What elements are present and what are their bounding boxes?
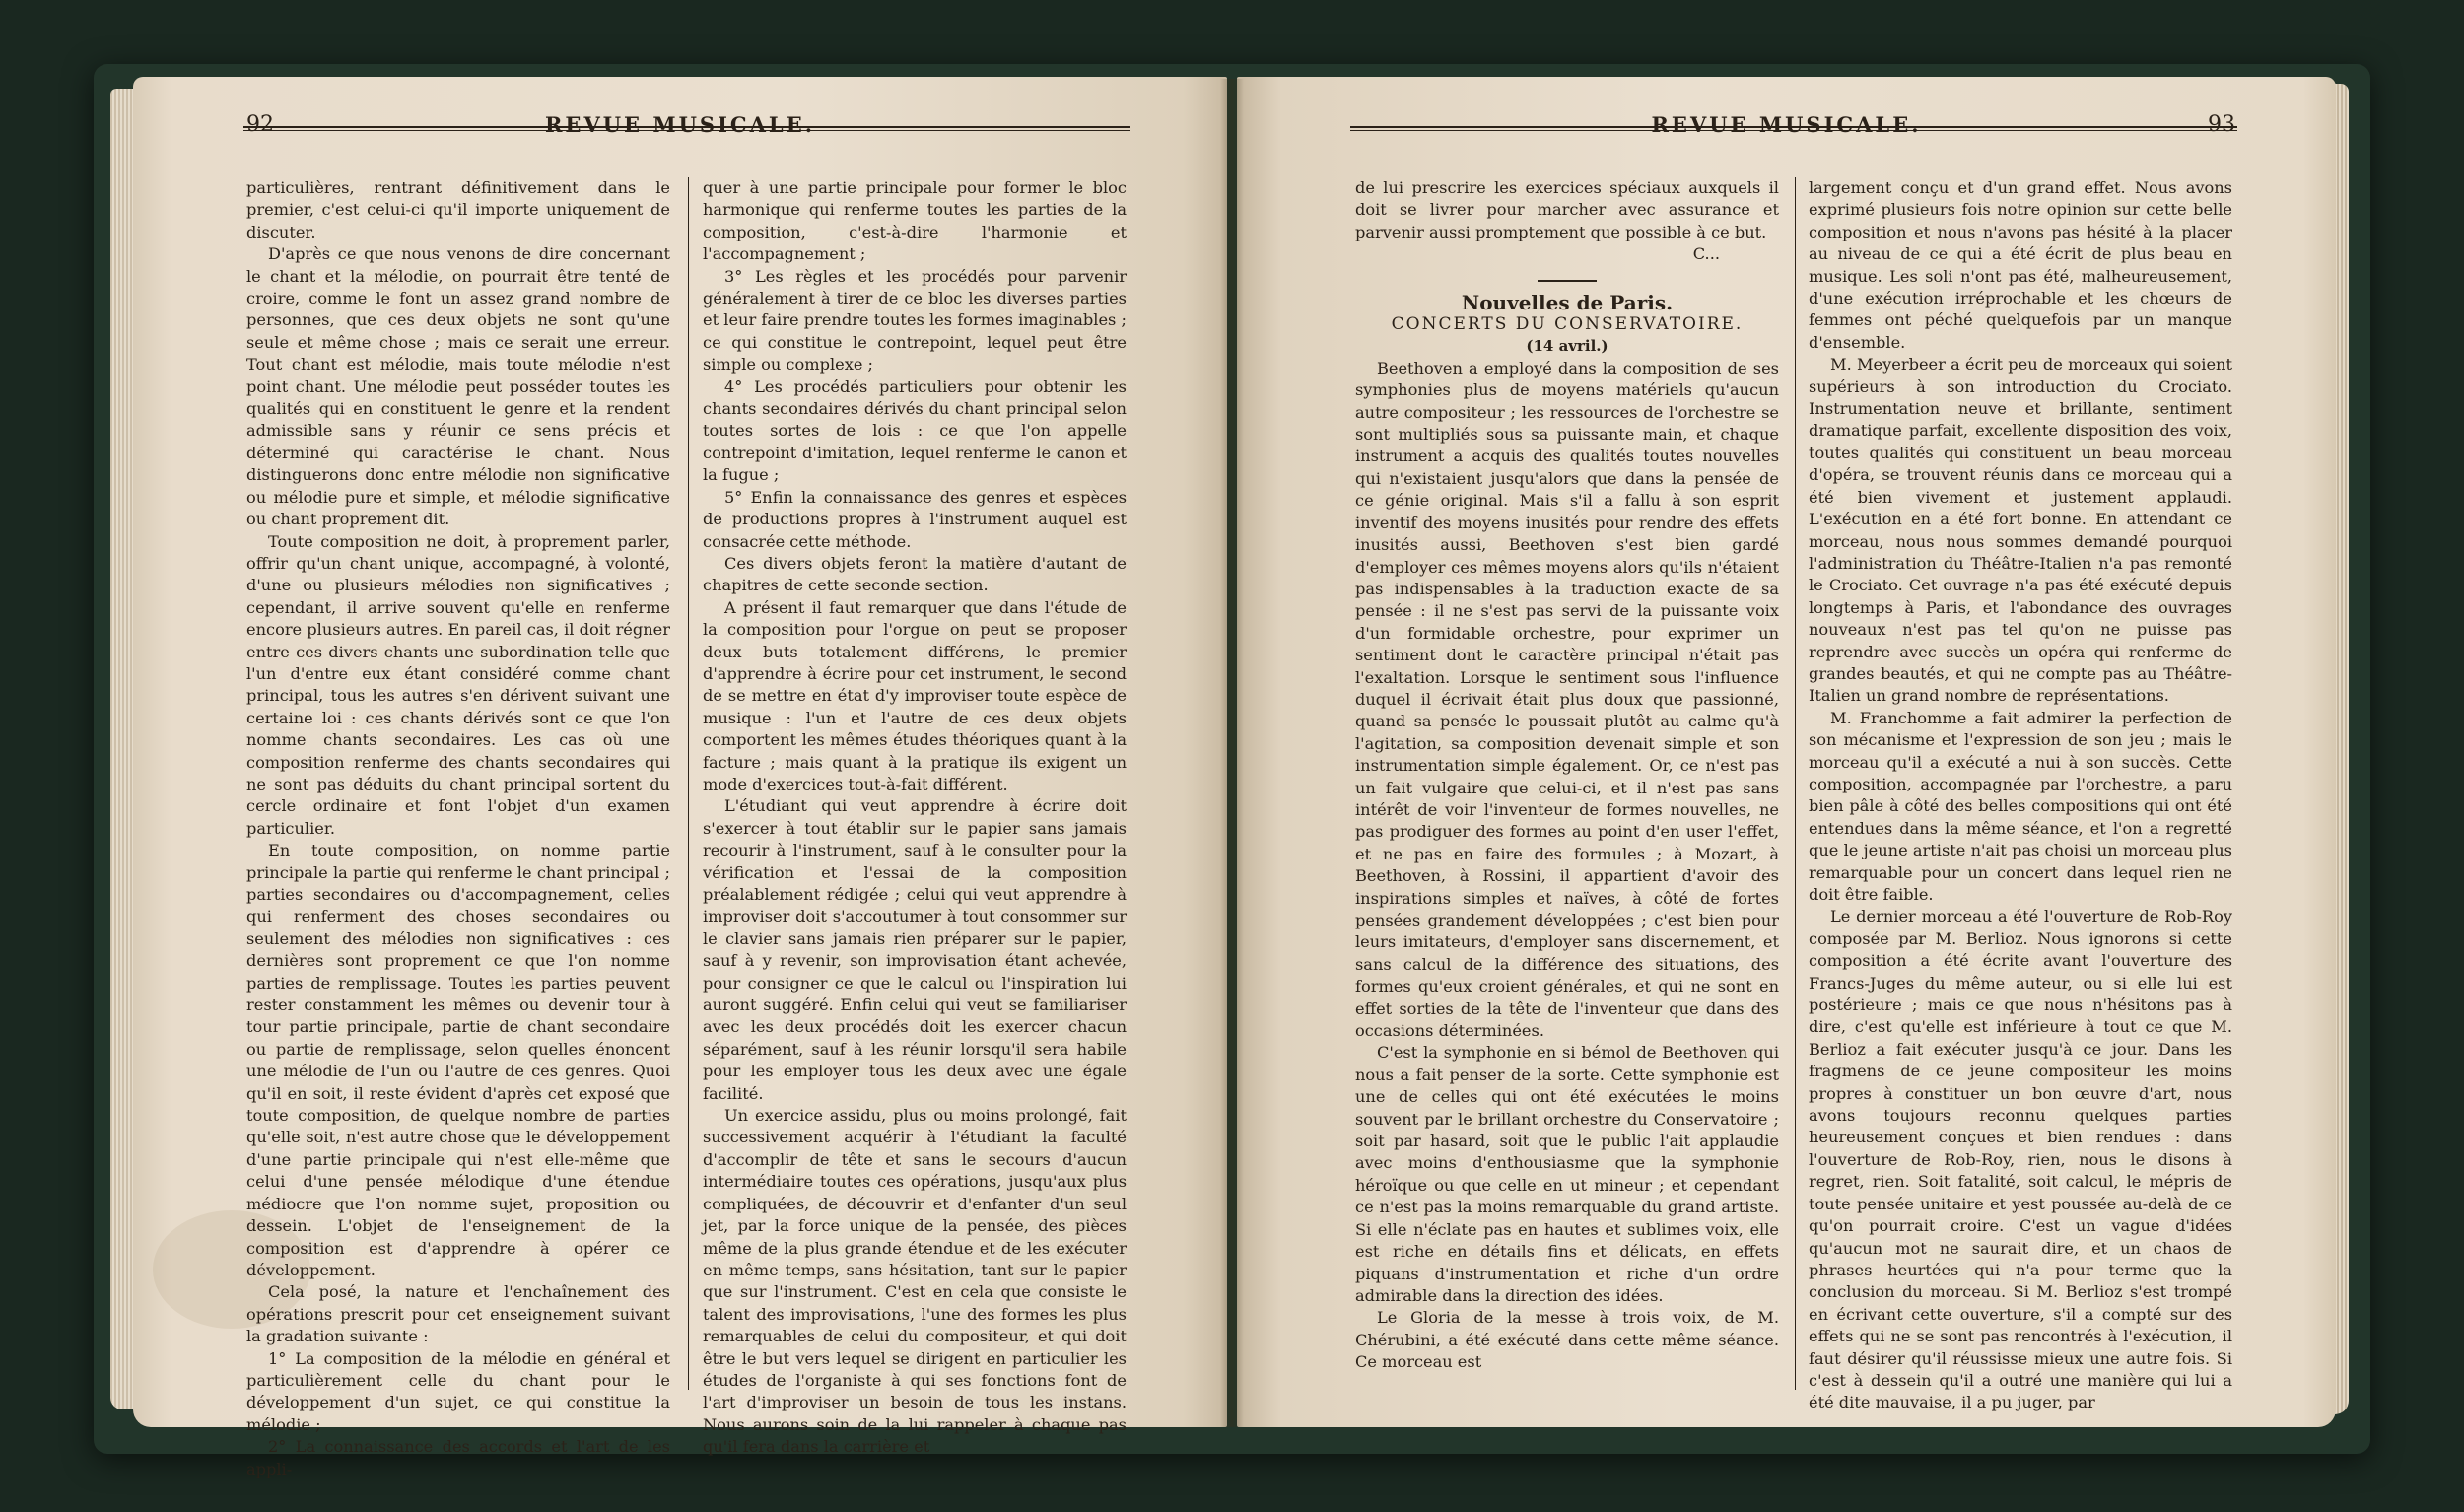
paragraph: Toute composition ne doit, à proprement parler, offrir qu'un chant unique, accompagné, à volonté, d'une ou plusieurs mélodies non significatives ; cependant, il arrive souvent qu'elle en renferme encore plusieurs autres. En pareil cas, il doit régner entre ces divers chants une subordination telle que l'un d'entre eux étant considéré comme chant principal, tous les autres s'en dérivent suivant une certaine loi : ces chants dérivés sont ce que l'on nomme chants secondaires. Les cas où une composition renferme des chants secondaires qui ne sont pas déduits du chant principal sortent du cercle ordinaire et font l'objet d'un examen particulier. bbox=[246, 531, 670, 838]
paragraph: Ces divers objets feront la matière d'autant de chapitres de cette seconde section. bbox=[703, 553, 1127, 595]
header-rule bbox=[243, 126, 1130, 131]
paragraph: 3° Les règles et les procédés pour parvenir généralement à tirer de ce bloc les diverses parties et leur faire prendre toutes les formes imaginables ; ce qui constitue le contrepoint, lequel peut être simple ou complexe ; bbox=[703, 266, 1127, 375]
signature: C... bbox=[1692, 244, 1720, 264]
running-head: REVUE MUSICALE. bbox=[544, 112, 816, 137]
section-separator bbox=[1538, 280, 1597, 282]
paragraph: largement conçu et d'un grand effet. Nous avons exprimé plusieurs fois notre opinion sur cette belle composition et nous n'avons pas hésité à la placer au niveau de ce qui a été écrit de plus beau en musique. Les soli n'ont pas été, malheureusement, d'une exécution irréprochable et les chœurs de femmes ont péché quelquefois par un manque d'ensemble. bbox=[1809, 178, 2232, 352]
column-divider bbox=[688, 177, 689, 1390]
left-column-1 bbox=[246, 177, 670, 1480]
paragraph: Un exercice assidu, plus ou moins prolongé, fait successivement acquérir à l'étudiant la faculté d'accomplir de tête et sans le secours d'aucun intermédiaire toutes ces opérations, jusqu'aux plus compliquées, de découvrir et d'enfanter d'un seul jet, par la force unique de la pensée, des pièces même de la plus grande étendue et de les exécuter en même temps, sans hésitation, tant sur le papier que sur l'instrument. C'est en cela que consiste le talent des improvisations, l'une des formes les plus remarquables de celui du compositeur, et qui doit être le but vers lequel se dirigent en particulier les études de l'organiste à qui ses fonctions font de l'art d'improviser un besoin de tous les instans. Nous aurons soin de la lui rappeler à chaque pas qu'il fera dans la carrière et bbox=[703, 1106, 1127, 1457]
paragraph: A présent il faut remarquer que dans l'étude de la composition pour l'orgue on peut se proposer deux buts totalement différens, le premier d'apprendre à écrire pour cet instrument, le second de se mettre en état d'y improviser toute espèce de musique : l'un et l'autre de ces deux objets comportent les mêmes études théoriques quant à la facture ; mais quant à la pratique ils exigent un mode d'exercices tout-à-fait différent. bbox=[703, 597, 1127, 793]
paragraph: D'après ce que nous venons de dire concernant le chant et la mélodie, on pourrait être tenté de croire, comme le font un assez grand nombre de personnes, que ces deux objets ne sont qu'une seule et même chose ; mais ce serait une erreur. Tout chant est mélodie, mais toute mélodie n'est point chant. Une mélodie peut posséder toutes les qualités qui en constituent le genre et la rendent admissible sans y réunir ce sens précis et déterminé qui caractérise le chant. Nous distinguerons donc entre mélodie non significative ou mélodie pure et simple, et mélodie significative ou chant proprement dit. bbox=[246, 244, 670, 529]
book-gutter bbox=[1220, 79, 1244, 1427]
paragraph: L'étudiant qui veut apprendre à écrire doit s'exercer à tout établir sur le papier sans jamais recourir à l'instrument, sauf à le consulter pour la vérification et l'essai de la composition préalablement rédigée ; celui qui veut apprendre à improviser doit s'accoutumer à tout consommer sur le clavier sans jamais rien préparer sur le papier, sauf à y revenir, son improvisation étant achevée, pour consigner ce que le calcul ou l'inspiration lui auront suggéré. Enfin celui qui veut se familiariser avec les deux procédés doit les exercer chacun séparément, sauf à les réunir lorsqu'il sera habile pour les employer tous les deux avec une égale facilité. bbox=[703, 796, 1127, 1103]
paragraph: C'est la symphonie en si bémol de Beethoven qui nous a fait penser de la sorte. Cette symphonie est une de celles qui ont été exécutées le moins souvent par le brillant orchestre du Conservatoire ; soit par hasard, soit que le public l'ait applaudie avec moins d'enthousiasme que la symphonie héroïque ou que celle en ut mineur ; et cependant ce n'est pas la moins remarquable du grand artiste. Si elle n'éclate pas en hautes et sublimes voix, elle est riche en détails fins et délicats, en effets piquans d'instrumentation et riche d'un ordre admirable dans la direction des idées. bbox=[1355, 1043, 1779, 1305]
right-column-2 bbox=[1809, 177, 2232, 1414]
right-page bbox=[1237, 77, 2336, 1427]
paragraph: de lui prescrire les exercices spéciaux auxquels il doit se livrer pour marcher avec assurance et parvenir aussi promptement que possible à ce but. bbox=[1355, 178, 1779, 241]
paragraph: 2° La connaissance des accords et l'art de les appli- bbox=[246, 1437, 670, 1478]
running-head: REVUE MUSICALE. bbox=[1651, 112, 1922, 137]
page-number: 92 bbox=[246, 112, 274, 137]
paragraph: M. Franchomme a fait admirer la perfection de son mécanisme et l'expression de son jeu ; mais le morceau qu'il a exécuté a nui à son succès. Cette composition, accompagnée par l'orchestre, a paru bien pâle à côté des belles compositions qui ont été entendues dans la même séance, et l'on a regretté que le jeune artiste n'ait pas choisi un morceau plus remarquable pour un concert dans lequel rien ne doit être faible. bbox=[1809, 708, 2232, 904]
paragraph: Le Gloria de la messe à trois voix, de M. Chérubini, a été exécuté dans cette même séance. Ce morceau est bbox=[1355, 1308, 1779, 1372]
left-column-2 bbox=[703, 177, 1127, 1459]
page-number: 93 bbox=[2208, 112, 2235, 137]
paragraph: Le dernier morceau a été l'ouverture de Rob-Roy composée par M. Berlioz. Nous ignorons si cette composition a été écrite avant l'ouverture des Francs-Juges du même auteur, ou si elle lui est postérieure ; mais ce que nous n'hésitons pas à dire, c'est qu'elle est inférieure à tout ce que M. Berlioz a fait exécuter jusqu'à ce jour. Dans les fragmens de ce jeune compositeur les moins propres à constituer un bon œuvre d'art, nous avons toujours reconnu quelques parties heureusement conçues et bien rendues : dans l'ouverture de Rob-Roy, rien, nous le disons à regret, rien. Soit fatalité, soit calcul, le mépris de toute pensée unitaire et yest poussée au-delà de ce qu'on pourrait croire. C'est un vague d'idées qu'aucun mot ne saurait dire, et un chaos de phrases heurtées qui n'a pour terme que la conclusion du morceau. Si M. Berlioz s'est trompé en écrivant cette ouverture, s'il a compté sur des effets qui ne se sont pas rencontrés à l'exécution, il faut désirer qu'il réussisse mieux une autre fois. Si c'est à dessein qu'il a outré une manière qui lui a été dite mauvaise, il a pu juger, par bbox=[1809, 907, 2232, 1412]
paragraph: En toute composition, on nomme partie principale la partie qui renferme le chant principal ; parties secondaires ou d'accompagnement, celles qui renferment des choses secondaires ou seulement des mélodies non significatives : ces dernières sont proprement ce que l'on nomme parties de remplissage. Toutes les parties peuvent rester constamment les mêmes ou devenir tour à tour partie principale, partie de chant secondaire ou partie de remplissage, selon quelles énoncent une mélodie de l'un ou l'autre de ces genres. Quoi qu'il en soit, il reste évident d'après cet exposé que toute composition, de quelque nombre de parties qu'elle soit, n'est autre chose que le développement d'une partie principale qui n'est elle-même que celui d'une pensée mélodique d'une étendue médiocre que l'on nomme sujet, proposition ou dessein. L'objet de l'enseignement de la composition est d'apprendre à opérer ce développement. bbox=[246, 841, 670, 1279]
column-divider bbox=[1795, 177, 1796, 1390]
right-column-1 bbox=[1355, 177, 1779, 1374]
paragraph: Cela posé, la nature et l'enchaînement des opérations prescrit pour cet enseignement suivant la gradation suivante : bbox=[246, 1282, 670, 1346]
date-line: (14 avril.) bbox=[1526, 337, 1608, 356]
paragraph: 4° Les procédés particuliers pour obtenir les chants secondaires dérivés du chant principal selon toutes sortes de lois : ce que l'on appelle contrepoint d'imitation, lequel renferme le canon et la fugue ; bbox=[703, 377, 1127, 485]
paragraph: quer à une partie principale pour former le bloc harmonique qui renferme toutes les parties de la composition, c'est-à-dire l'harmonie et l'accompagnement ; bbox=[703, 178, 1127, 264]
paragraph: M. Meyerbeer a écrit peu de morceaux qui soient supérieurs à son introduction du Crociato. Instrumentation neuve et brillante, sentiment dramatique parfait, excellente disposition des voix, toutes qualités qui constituent un beau morceau d'opéra, se trouvent réunis dans ce morceau qui a été bien vivement et justement applaudi. L'exécution en a été fort bonne. En attendant ce morceau, nous nous sommes demandé pourquoi l'administration du Théâtre-Italien n'a pas remonté le Crociato. Cet ouvrage n'a pas été exécuté depuis longtemps à Paris, et l'abondance des ouvrages nouveaux n'est pas tel qu'on ne puisse pas reprendre avec succès un opéra qui renferme de grandes beautés, et qui ne compte pas au Théâtre-Italien un grand nombre de représentations. bbox=[1809, 355, 2232, 706]
section-title: Nouvelles de Paris. bbox=[1461, 290, 1674, 314]
header-rule bbox=[1350, 126, 2237, 131]
paragraph: Beethoven a employé dans la composition de ses symphonies plus de moyens matériels qu'aucun autre compositeur ; les ressources de l'orchestre se sont multipliés sous sa puissante main, et chaque instrument a acquis des qualités toutes nouvelles qui n'existaient jusqu'alors que dans la pensée de ce génie original. Mais s'il a fallu à son esprit inventif des moyens inusités pour rendre des effets inusités aussi, Beethoven s'est bien gardé d'employer ces mêmes moyens alors qu'ils n'étaient pas indispensables à la traduction exacte de sa pensée : il ne s'est pas servi de la puissante voix d'un formidable orchestre, pour exprimer un sentiment dont le caractère principal n'était pas l'exaltation. Lorsque le sentiment sous l'influence duquel il écrivait était plus doux que passionné, quand sa pensée le poussait plutôt au calme qu'à l'agitation, sa composition devenait simple et son instrumentation simple également. Or, ce n'est pas un fait vulgaire que celui-ci, et il n'est pas sans intérêt de voir l'inventeur de formes nouvelles, ne pas prodiguer des formes au point d'en user l'effet, et ne pas en faire des formules ; à Mozart, à Beethoven, à Rossini, il appartient d'avoir des inspirations simples et naïves, à côté de fortes pensées grandement développées ; c'est bien pour leurs imitateurs, d'employer sans discernement, et sans calcul de la différence des situations, des formes qu'eux croient générales, et qui ne sont en effet sorties de la tête de l'inventeur que dans des occasions déterminées. bbox=[1355, 358, 1779, 1041]
paragraph: particulières, rentrant définitivement dans le premier, c'est celui-ci qu'il importe uniquement de discuter. bbox=[246, 178, 670, 241]
paragraph: 1° La composition de la mélodie en général et particulièrement celle du chant pour le développement d'un sujet, ce qui constitue la mélodie ; bbox=[246, 1348, 670, 1434]
paragraph: 5° Enfin la connaissance des genres et espèces de productions propres à l'instrument auquel est consacrée cette méthode. bbox=[703, 487, 1127, 551]
left-page bbox=[133, 77, 1227, 1478]
subsection-title: CONCERTS DU CONSERVATOIRE. bbox=[1391, 314, 1744, 335]
